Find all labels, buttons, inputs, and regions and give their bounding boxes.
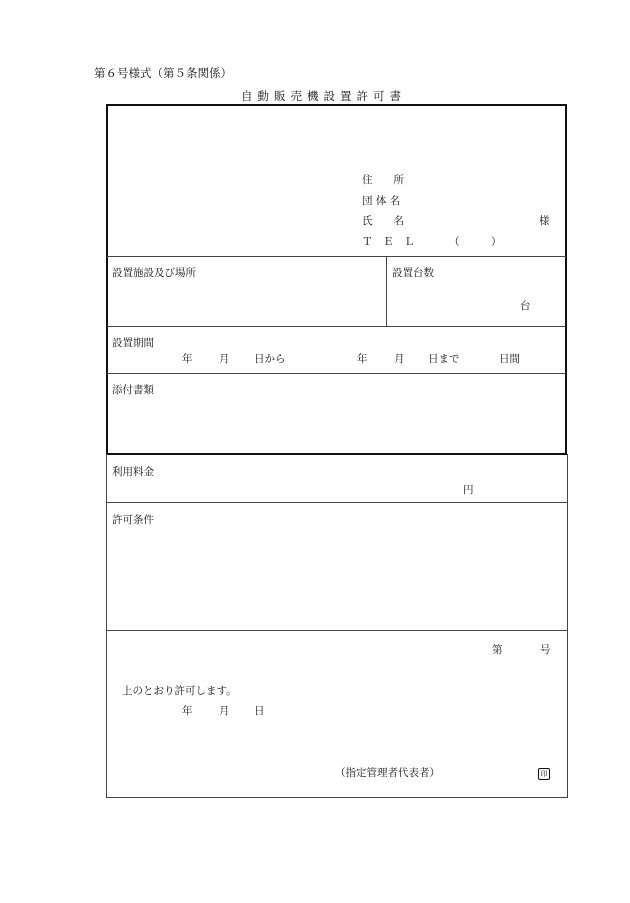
period-from-month: 月 [219,353,230,365]
divider-applicant [107,256,566,257]
approval-section-frame [106,454,568,798]
tel-label: Ｔ Ｅ Ｌ [362,236,415,248]
divider-place-count [386,256,387,326]
period-label: 設置期間 [112,337,154,349]
name-label: 氏 名 [362,215,404,227]
count-unit: 台 [520,300,531,312]
signer-label: （指定管理者代表者） [335,767,440,779]
period-from-day: 日から [254,353,286,365]
divider-installation [107,326,566,327]
address-label: 住 所 [362,174,404,186]
conditions-label: 許可条件 [112,514,154,526]
period-to-day: 日まで [428,353,460,365]
attachments-label: 添付書類 [112,384,154,396]
organization-label: 団 体 名 [362,195,401,207]
divider-period [107,373,566,374]
honorific: 様 [539,215,550,227]
period-to-month: 月 [394,353,405,365]
period-to-year: 年 [357,353,368,365]
approval-statement: 上のとおり許可します。 [122,685,237,697]
period-from-year: 年 [182,353,193,365]
fee-label: 利用料金 [112,466,154,478]
tel-paren-close: ） [491,236,502,248]
divider-fee [106,502,568,503]
tel-paren-open: （ [449,236,460,248]
fee-unit: 円 [463,484,474,496]
form-number: 第６号様式（第５条関係） [94,66,232,80]
approval-month: 月 [219,705,230,717]
document-title: 自動販売機設置許可書 [241,89,406,103]
place-label: 設置施設及び場所 [112,267,196,279]
divider-conditions [106,630,568,631]
period-days: 日間 [499,353,520,365]
approval-year: 年 [182,705,193,717]
seal-mark [538,766,550,780]
approval-day: 日 [254,705,265,717]
approval-number-suffix: 号 [540,644,551,656]
count-label: 設置台数 [392,267,434,279]
approval-number-prefix: 第 [492,644,503,656]
seal-icon: 印 [538,768,550,780]
